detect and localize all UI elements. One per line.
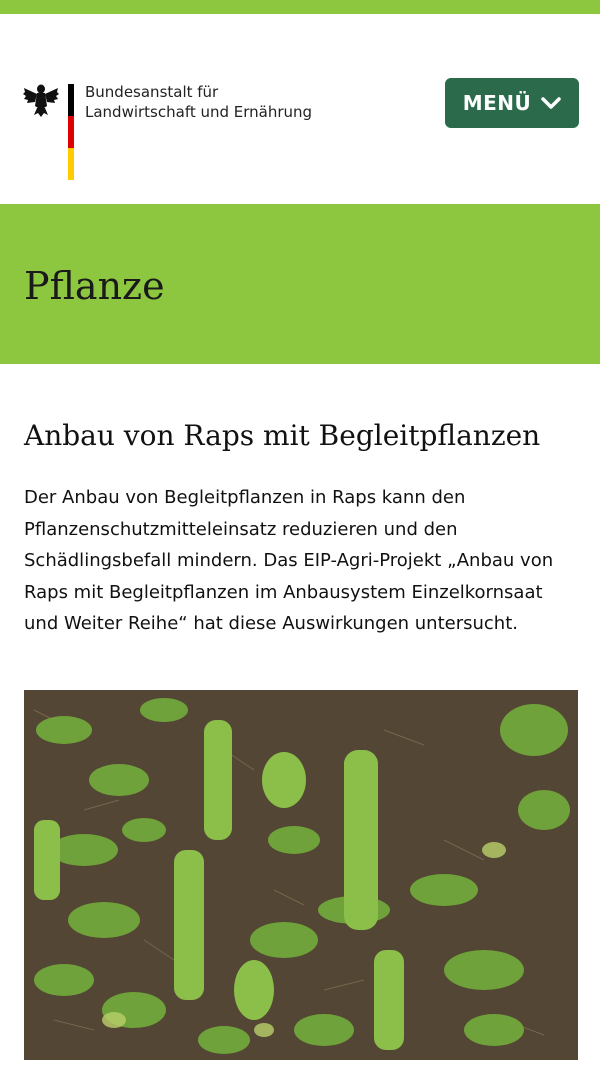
article-image xyxy=(24,690,578,1060)
menu-button-label: MENÜ xyxy=(462,91,532,115)
article-title: Anbau von Raps mit Begleitpflanzen xyxy=(24,419,541,452)
german-flag-bar xyxy=(68,84,74,180)
federal-eagle-icon[interactable] xyxy=(22,82,60,122)
organization-name[interactable] xyxy=(85,82,312,122)
article-lead: Der Anbau von Begleitpflanzen in Raps kann den Pflanzenschutzmitteleinsatz reduzieren und den Schädlingsbefall mindern. Das EIP-Agri-Projekt „Anbau von Raps mit Begleitpflanzen im Anbausystem Einzelkornsaat und Weiter Reihe“ hat diese Auswirkungen untersucht. xyxy=(24,487,554,634)
top-accent-bar xyxy=(0,0,600,14)
site-header xyxy=(0,14,600,204)
menu-button[interactable] xyxy=(445,78,579,128)
section-title: Pflanze xyxy=(24,264,165,308)
section-banner xyxy=(0,204,600,364)
chevron-down-icon xyxy=(541,91,561,115)
article xyxy=(24,414,580,640)
organization-name-line1: Bundesanstalt für xyxy=(85,83,219,101)
organization-name-line2: Landwirtschaft und Ernährung xyxy=(85,103,313,121)
